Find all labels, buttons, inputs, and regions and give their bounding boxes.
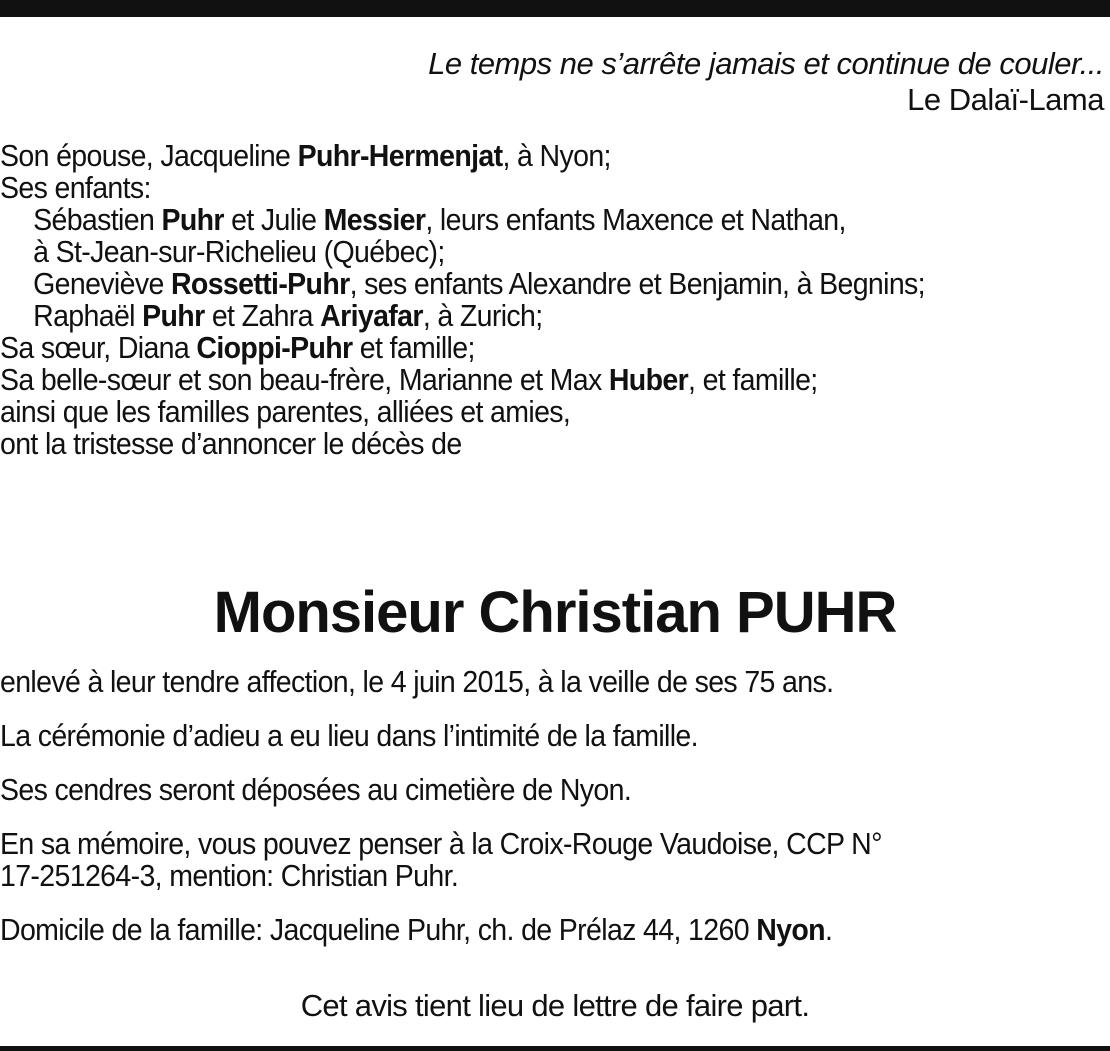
child-line-1b: à St-Jean-sur-Richelieu (Québec); bbox=[33, 234, 445, 269]
detail-address bbox=[0, 914, 832, 946]
child3-partner-surname: Ariyafar bbox=[320, 298, 423, 333]
address-end: . bbox=[824, 912, 833, 947]
bottom-rule bbox=[0, 1046, 1110, 1051]
spouse-place: , à Nyon; bbox=[502, 138, 611, 173]
address-city: Nyon bbox=[756, 912, 825, 947]
child3-place: , à Zurich; bbox=[422, 298, 543, 333]
epigraph-quote: Le temps ne s’arrête jamais et continue de couler... bbox=[428, 46, 1104, 81]
family-list bbox=[0, 140, 1110, 460]
spouse-label: Son épouse, Jacqueline bbox=[0, 138, 298, 173]
epigraph bbox=[104, 46, 1104, 118]
spouse-name: Puhr-Hermenjat bbox=[297, 138, 503, 173]
child-line-2 bbox=[0, 268, 925, 300]
inlaws-family: , et famille; bbox=[688, 362, 818, 397]
child3-surname: Puhr bbox=[142, 298, 205, 333]
inlaws-surname: Huber bbox=[608, 362, 689, 397]
sister-label: Sa sœur, Diana bbox=[0, 330, 197, 365]
detail-date: enlevé à leur tendre affection, le 4 juin 2015, à la veille de ses 75 ans. bbox=[0, 664, 834, 699]
top-rule bbox=[0, 0, 1110, 17]
sister-surname: Cioppi-Puhr bbox=[196, 330, 353, 365]
detail-donation-line2: 17-251264-3, mention: Christian Puhr. bbox=[0, 858, 459, 893]
children-heading: Ses enfants: bbox=[0, 170, 151, 205]
child2-kids: , ses enfants Alexandre et Benjamin, à Begnins; bbox=[349, 266, 925, 301]
child3-first: Raphaël bbox=[33, 298, 143, 333]
child1-first: Sébastien bbox=[33, 202, 162, 237]
spouse-line bbox=[0, 140, 611, 172]
child2-surname: Rossetti-Puhr bbox=[170, 266, 350, 301]
child-line-1 bbox=[0, 204, 846, 236]
sister-family: et famille; bbox=[352, 330, 475, 365]
epigraph-author: Le Dalaï-Lama bbox=[907, 82, 1104, 117]
child1-partner-surname: Messier bbox=[323, 202, 426, 237]
inlaws-line bbox=[0, 364, 818, 396]
footer-note: Cet avis tient lieu de lettre de faire part. bbox=[300, 988, 810, 1023]
address-text: Domicile de la famille: Jacqueline Puhr, ch. de Prélaz 44, 1260 bbox=[0, 912, 757, 947]
child2-first: Geneviève bbox=[33, 266, 171, 301]
announce-line: ont la tristesse d’annoncer le décès de bbox=[0, 426, 462, 461]
child1-surname: Puhr bbox=[161, 202, 224, 237]
child3-partner: et Zahra bbox=[204, 298, 321, 333]
detail-ashes: Ses cendres seront déposées au cimetière de Nyon. bbox=[0, 772, 632, 807]
deceased-name: Monsieur Christian PUHR bbox=[213, 580, 897, 645]
others-line: ainsi que les familles parentes, alliées et amies, bbox=[0, 394, 571, 429]
child-line-3 bbox=[0, 300, 543, 332]
detail-donation-line1: En sa mémoire, vous pouvez penser à la Croix-Rouge Vaudoise, CCP N° bbox=[0, 826, 882, 861]
details-section bbox=[0, 666, 1110, 968]
child1-kids: , leurs enfants Maxence et Nathan, bbox=[425, 202, 846, 237]
child1-partner: et Julie bbox=[223, 202, 324, 237]
sister-line bbox=[0, 332, 475, 364]
detail-ceremony: La cérémonie d’adieu a eu lieu dans l’intimité de la famille. bbox=[0, 718, 698, 753]
inlaws-label: Sa belle-sœur et son beau-frère, Marianne et Max bbox=[0, 362, 609, 397]
